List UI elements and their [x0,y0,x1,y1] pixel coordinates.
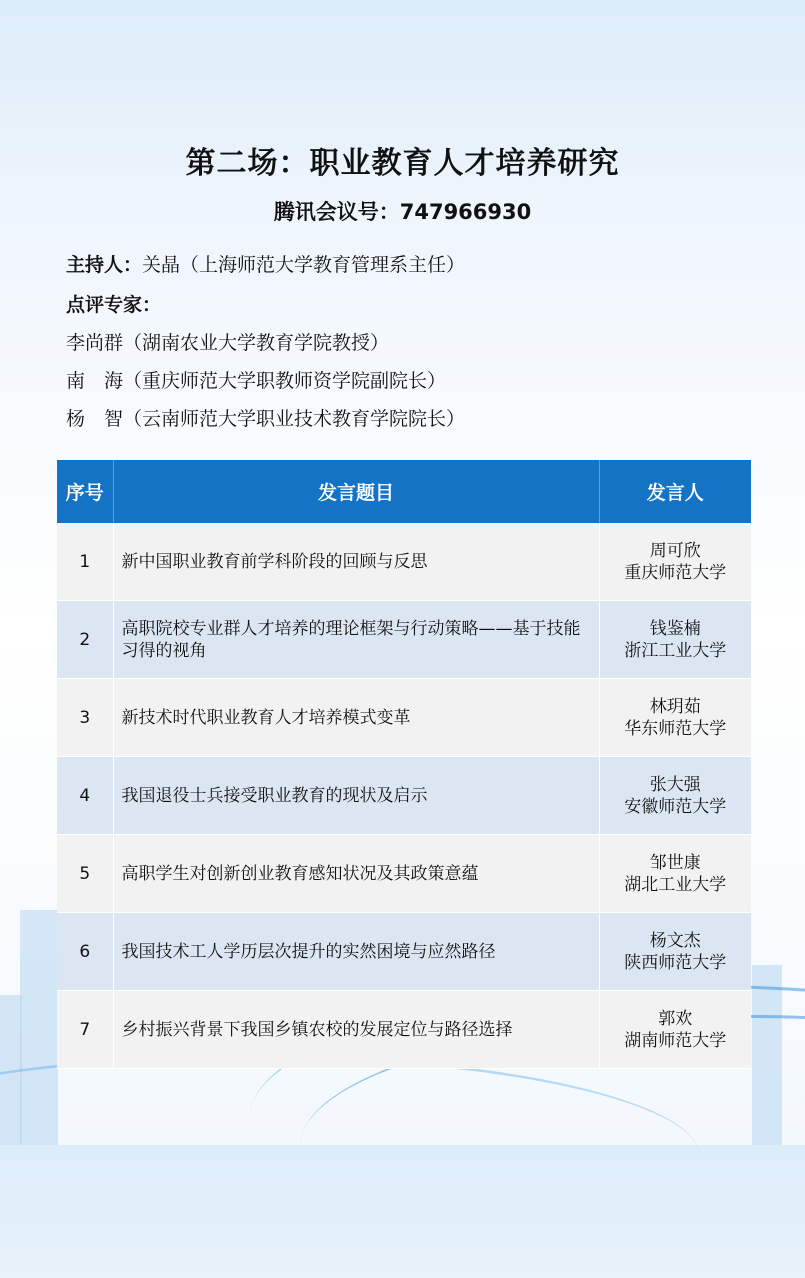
row-speaker [599,757,751,835]
row-index: 5 [57,835,113,913]
speaker-name: 郭欢 [658,1008,693,1029]
speaker-org: 安徽师范大学 [624,796,727,817]
row-speaker [599,991,751,1069]
row-index: 1 [57,523,113,601]
speaker-org: 湖南师范大学 [624,1030,727,1051]
wave-line [0,1055,700,1258]
table-row [57,757,751,835]
row-topic: 新中国职业教育前学科阶段的回顾与反思 [113,523,599,601]
schedule-table [57,460,751,1069]
row-topic: 我国技术工人学历层次提升的实然困境与应然路径 [113,913,599,991]
speaker-org: 浙江工业大学 [624,640,727,661]
speaker-name: 杨文杰 [649,930,701,951]
building-shape [0,995,22,1145]
row-topic: 高职学生对创新创业教育感知状况及其政策意蕴 [113,835,599,913]
experts-label: 点评专家： [66,294,162,316]
expert-item: 杨 智（云南师范大学职业技术教育学院院长） [66,408,466,430]
row-topic: 高职院校专业群人才培养的理论框架与行动策略——基于技能习得的视角 [113,601,599,679]
row-index: 2 [57,601,113,679]
host-value: 关晶（上海师范大学教育管理系主任） [142,254,466,276]
host-line [66,250,465,277]
building-shape [752,965,782,1145]
speaker-org: 湖北工业大学 [624,874,727,895]
header-index: 序号 [57,460,113,523]
host-label: 主持人： [66,254,143,276]
table-row [57,679,751,757]
expert-item: 李尚群（湖南农业大学教育学院教授） [66,332,390,354]
speaker-org: 重庆师范大学 [624,562,727,583]
row-speaker [599,835,751,913]
table-header-row [57,460,751,523]
speaker-name: 张大强 [649,774,701,795]
speaker-org: 陕西师范大学 [624,952,727,973]
table-row [57,991,751,1069]
row-index: 6 [57,913,113,991]
speaker-org: 华东师范大学 [624,718,727,739]
speaker-name: 周可欣 [649,540,701,561]
meeting-number: 腾讯会议号：747966930 [273,200,532,224]
row-speaker [599,601,751,679]
table-row [57,601,751,679]
speaker-name: 钱鉴楠 [649,618,701,639]
header-speaker: 发言人 [599,460,751,523]
row-index: 7 [57,991,113,1069]
row-topic: 乡村振兴背景下我国乡镇农校的发展定位与路径选择 [113,991,599,1069]
row-index: 3 [57,679,113,757]
row-speaker [599,523,751,601]
expert-item: 南 海（重庆师范大学职教师资学院副院长） [66,370,447,392]
row-index: 4 [57,757,113,835]
row-speaker [599,913,751,991]
row-topic: 我国退役士兵接受职业教育的现状及启示 [113,757,599,835]
speaker-name: 邹世康 [649,852,701,873]
table-row [57,835,751,913]
building-shape [20,910,58,1145]
row-speaker [599,679,751,757]
speaker-name: 林玥茹 [649,696,701,717]
page-title: 第二场：职业教育人才培养研究 [185,146,620,181]
table-row [57,913,751,991]
header-topic: 发言题目 [113,460,599,523]
row-topic: 新技术时代职业教育人才培养模式变革 [113,679,599,757]
table-row [57,523,751,601]
